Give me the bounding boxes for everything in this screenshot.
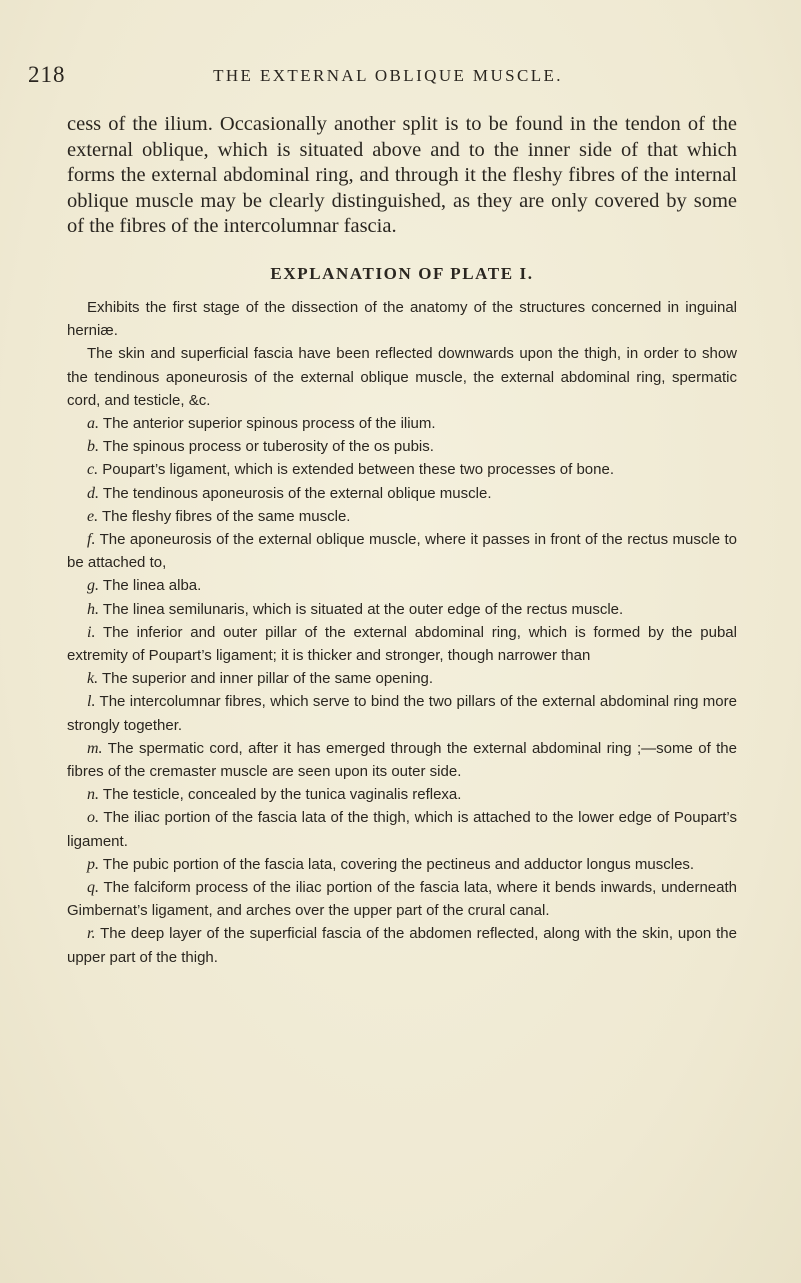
item-letter: c.	[87, 461, 99, 479]
item-letter: m.	[87, 739, 103, 757]
page-header	[28, 62, 773, 92]
plate-item	[67, 574, 737, 597]
plate-paragraph: The skin and superficial fascia have been reflected downwards upon the thigh, in order to show the tendinous aponeurosis of the external oblique muscle, the external abdominal ring, spermatic cord, and testicle, &c.	[67, 345, 737, 409]
plate-item	[67, 621, 737, 667]
item-text: The tendinous aponeurosis of the external oblique muscle.	[102, 484, 492, 502]
plate-item	[67, 412, 737, 435]
plate-item	[67, 853, 737, 876]
plate-item	[67, 690, 737, 736]
plate-item	[67, 435, 737, 458]
item-letter: f.	[87, 531, 96, 549]
item-letter: p.	[87, 855, 99, 873]
item-text: The linea semilunaris, which is situated at the outer edge of the rectus muscle.	[102, 600, 624, 618]
item-letter: d.	[87, 484, 99, 502]
intro-paragraph: cess of the ilium. Occasionally another split is to be found in the tendon of the external oblique, which is situated above and to the inner side of that which forms the external abdominal ring, and through it the fleshy fibres of the internal oblique muscle may be clearly distinguished, as they are only covered by some of the fibres of the intercolumnar fascia.	[67, 113, 737, 237]
plate-paragraph: Exhibits the first stage of the dissection of the anatomy of the structures concerned in inguinal herniæ.	[67, 299, 737, 340]
plate-item	[67, 783, 737, 806]
running-title: THE EXTERNAL OBLIQUE MUSCLE.	[213, 66, 563, 85]
plate-item	[67, 505, 737, 528]
item-letter: r.	[87, 925, 96, 943]
item-text: The deep layer of the superficial fascia of the abdomen reflected, along with the skin, upon the upper part of the thigh.	[67, 925, 737, 966]
plate-item	[67, 528, 737, 574]
plate-item	[67, 806, 737, 852]
item-text: The iliac portion of the fascia lata of the thigh, which is attached to the lower edge of Poupart’s ligament.	[67, 809, 737, 850]
item-text: The superior and inner pillar of the same opening.	[102, 670, 434, 688]
item-letter: i.	[87, 623, 96, 641]
item-letter: l.	[87, 693, 96, 711]
item-text: The inferior and outer pillar of the external abdominal ring, which is formed by the pubal extremity of Poupart’s ligament; it is thicker and stronger, though narrower than	[67, 623, 737, 665]
plate-item	[67, 737, 737, 783]
item-text: The anterior superior spinous process of the ilium.	[102, 415, 436, 433]
item-text: The linea alba.	[102, 577, 202, 595]
item-text: The testicle, concealed by the tunica vaginalis reflexa.	[102, 786, 462, 804]
plate-item	[67, 876, 737, 922]
item-text: The intercolumnar fibres, which serve to bind the two pillars of the external abdominal ring more strongly together.	[67, 693, 737, 734]
item-letter: e.	[87, 507, 99, 525]
item-text: The fleshy fibres of the same muscle.	[102, 507, 351, 525]
item-text: The spermatic cord, after it has emerged through the external abdominal ring ;—some of the fibres of the cremaster muscle are seen upon its outer side.	[67, 739, 737, 781]
item-letter: a.	[87, 415, 99, 433]
item-letter: b.	[87, 438, 99, 456]
plate-item	[67, 482, 737, 505]
item-text: The aponeurosis of the external oblique muscle, where it passes in front of the rectus muscle to be attached to,	[67, 531, 737, 572]
item-letter: q.	[87, 879, 99, 897]
section-heading: EXPLANATION OF PLATE I.	[270, 264, 534, 283]
item-text: The falciform process of the iliac portion of the fascia lata, where it bends inwards, underneath Gimbernat’s ligament, and arches over the upper part of the crural canal.	[67, 879, 737, 920]
item-text: The pubic portion of the fascia lata, covering the pectineus and adductor longus muscles.	[102, 855, 695, 873]
item-letter: h.	[87, 600, 99, 618]
plate-item	[67, 922, 737, 968]
item-letter: o.	[87, 809, 99, 827]
item-letter: n.	[87, 786, 99, 804]
plate-item	[67, 458, 737, 481]
item-letter: k.	[87, 670, 99, 688]
plate-item	[67, 667, 737, 690]
item-text: The spinous process or tuberosity of the os pubis.	[102, 438, 434, 456]
plate-item	[67, 598, 737, 621]
item-text: Poupart’s ligament, which is extended between these two processes of bone.	[102, 461, 614, 479]
plate-explanation	[67, 296, 737, 969]
item-letter: g.	[87, 577, 99, 595]
page-number: 218	[28, 62, 66, 87]
